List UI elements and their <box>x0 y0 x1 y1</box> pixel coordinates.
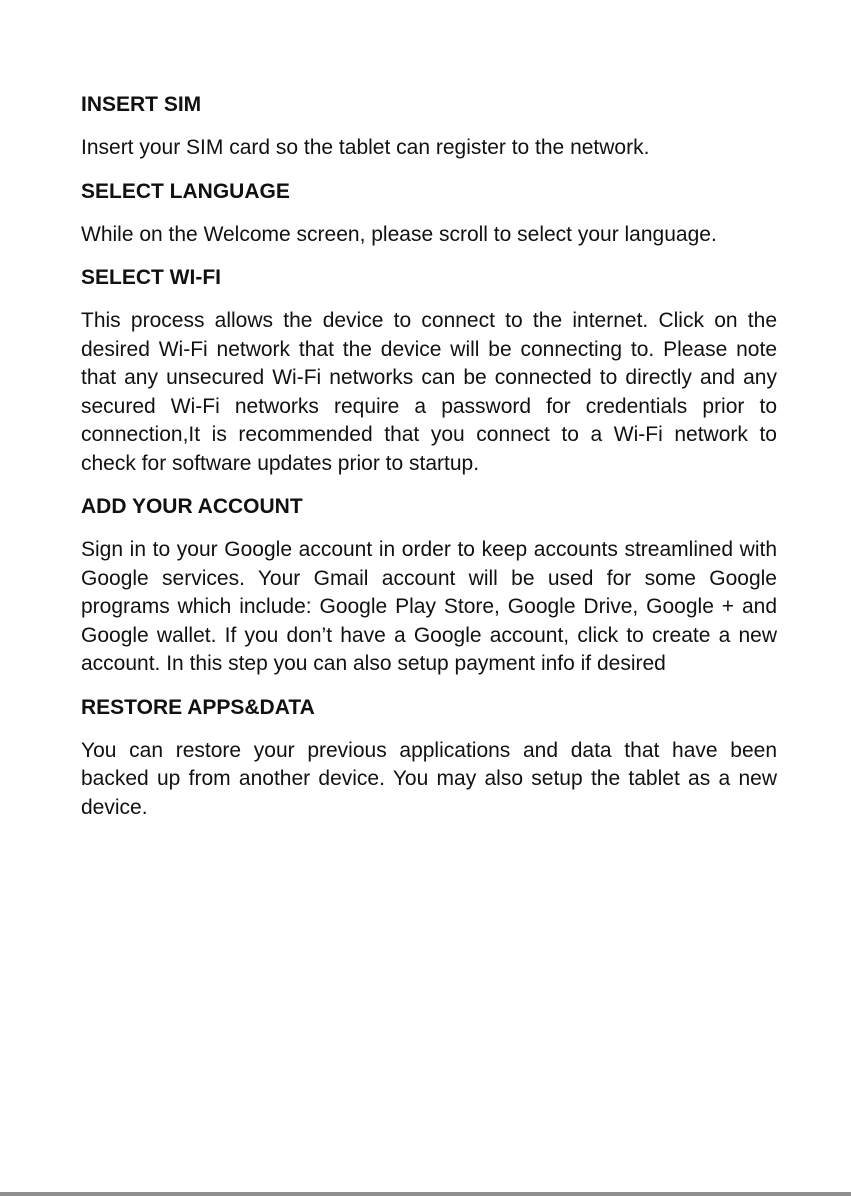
section-body: You can restore your previous applications and data that have been backed up from another device. You may also setup the tablet as a new device. <box>81 738 777 819</box>
section-heading: RESTORE APPS&DATA <box>81 695 315 719</box>
section-heading: ADD YOUR ACCOUNT <box>81 495 303 518</box>
page-bottom-border <box>0 1192 851 1196</box>
section-heading: SELECT LANGUAGE <box>81 179 290 203</box>
section-select-language <box>81 179 777 250</box>
section-insert-sim <box>81 92 777 163</box>
section-heading: SELECT WI-FI <box>81 266 221 289</box>
section-restore-apps-data <box>81 695 777 823</box>
section-body: Insert your SIM card so the tablet can register to the network. <box>81 136 650 159</box>
section-add-account <box>81 494 777 679</box>
section-body: This process allows the device to connect to the internet. Click on the desired Wi-Fi network that the device will be connecting to. Please note that any unsecured Wi-Fi networks can be connected to directly and any secured Wi-Fi networks require a password for credentials prior to connection,It is recommended that you connect to a Wi-Fi network to check for software updates prior to startup. <box>81 309 777 475</box>
section-body: While on the Welcome screen, please scroll to select your language. <box>81 222 717 246</box>
section-heading: INSERT SIM <box>81 93 202 116</box>
document-content <box>81 92 777 838</box>
section-select-wifi <box>81 265 777 478</box>
section-body: Sign in to your Google account in order to keep accounts streamlined with Google services. Your Gmail account will be used for some Google programs which include: Google Play Store, Google Drive, Google + and Google wallet. If you don’t have a Google account, click to create a new account. In this step you can also setup payment info if desired <box>81 538 777 675</box>
